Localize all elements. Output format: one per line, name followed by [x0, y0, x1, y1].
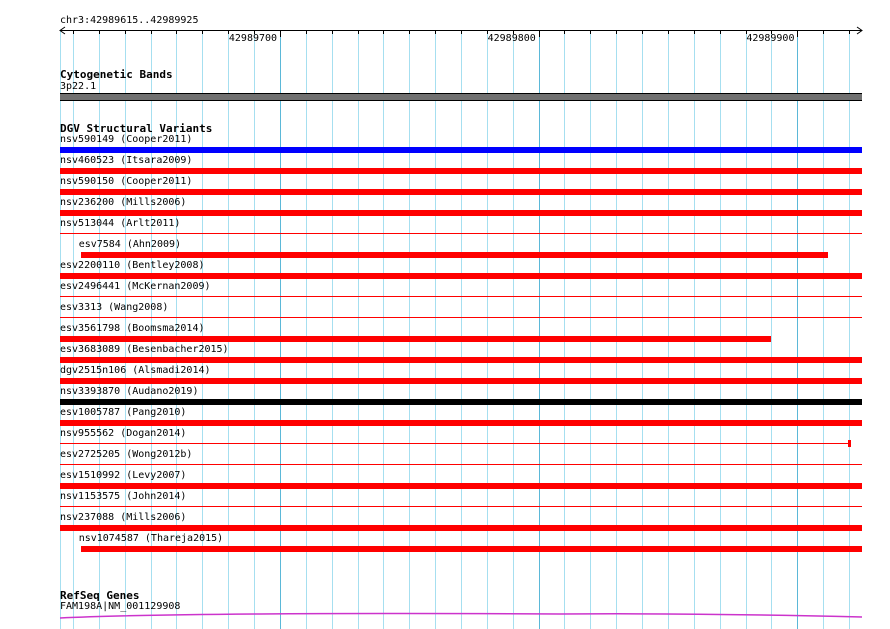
- dgv-feature-bar[interactable]: [60, 483, 862, 489]
- dgv-item-label[interactable]: nsv1074587 (Thareja2015): [78, 533, 224, 544]
- dgv-item-label[interactable]: esv2496441 (McKernan2009): [60, 281, 211, 292]
- dgv-feature-bar[interactable]: [60, 336, 771, 342]
- dgv-feature-bar[interactable]: [81, 546, 862, 552]
- locus-label: chr3:42989615..42989925: [60, 15, 199, 26]
- dgv-item-label[interactable]: esv2200110 (Bentley2008): [60, 260, 205, 271]
- dgv-item-label[interactable]: esv3683089 (Besenbacher2015): [60, 344, 229, 355]
- dgv-feature-bar[interactable]: [60, 233, 862, 234]
- dgv-item-label[interactable]: nsv237088 (Mills2006): [60, 512, 187, 523]
- dgv-item-label[interactable]: nsv460523 (Itsara2009): [60, 155, 193, 166]
- ruler-tick-label: 42989800: [487, 33, 536, 44]
- dgv-item-label[interactable]: nsv1153575 (John2014): [60, 491, 187, 502]
- dgv-feature-bar[interactable]: [60, 357, 862, 363]
- dgv-feature-end-marker: [848, 440, 851, 447]
- dgv-feature-bar[interactable]: [60, 420, 862, 426]
- dgv-feature-bar[interactable]: [60, 506, 862, 507]
- dgv-item-label[interactable]: nsv3393870 (Audano2019): [60, 386, 199, 397]
- dgv-feature-bar[interactable]: [60, 399, 862, 405]
- dgv-item-label[interactable]: esv3313 (Wang2008): [60, 302, 169, 313]
- dgv-feature-bar[interactable]: [60, 168, 862, 174]
- dgv-item-label[interactable]: esv1510992 (Levy2007): [60, 470, 187, 481]
- dgv-feature-bar[interactable]: [60, 525, 862, 531]
- refseq-track-title: RefSeq Genes: [60, 589, 140, 602]
- dgv-feature-bar[interactable]: [60, 464, 862, 465]
- dgv-item-label[interactable]: esv3561798 (Boomsma2014): [60, 323, 205, 334]
- dgv-item-label[interactable]: esv1005787 (Pang2010): [60, 407, 187, 418]
- dgv-item-label[interactable]: esv2725205 (Wong2012b): [60, 449, 193, 460]
- cytoband-label[interactable]: 3p22.1: [60, 81, 97, 92]
- dgv-item-label[interactable]: nsv236200 (Mills2006): [60, 197, 187, 208]
- dgv-item-label[interactable]: esv7584 (Ahn2009): [78, 239, 182, 250]
- dgv-feature-bar[interactable]: [60, 378, 862, 384]
- cytoband-bar[interactable]: [60, 93, 862, 101]
- dgv-feature-bar[interactable]: [60, 317, 862, 318]
- cytoband-track-title: Cytogenetic Bands: [60, 68, 173, 81]
- dgv-feature-bar[interactable]: [60, 189, 862, 195]
- refseq-gene-label[interactable]: FAM198A|NM_001129908: [60, 601, 181, 612]
- dgv-item-label[interactable]: nsv590149 (Cooper2011): [60, 134, 193, 145]
- dgv-item-label[interactable]: dgv2515n106 (Alsmadi2014): [60, 365, 211, 376]
- ruler-tick-label: 42989900: [746, 33, 795, 44]
- dgv-item-label[interactable]: nsv590150 (Cooper2011): [60, 176, 193, 187]
- dgv-feature-bar[interactable]: [60, 443, 849, 444]
- dgv-item-label[interactable]: nsv955562 (Dogan2014): [60, 428, 187, 439]
- dgv-feature-bar[interactable]: [60, 210, 862, 216]
- ruler-tick-label: 42989700: [228, 33, 278, 44]
- dgv-feature-bar[interactable]: [60, 296, 862, 297]
- dgv-feature-bar[interactable]: [60, 147, 862, 153]
- dgv-track-title: DGV Structural Variants: [60, 122, 213, 135]
- dgv-feature-bar[interactable]: [81, 252, 829, 258]
- dgv-feature-bar[interactable]: [60, 273, 862, 279]
- dgv-item-label[interactable]: nsv513044 (Arlt2011): [60, 218, 181, 229]
